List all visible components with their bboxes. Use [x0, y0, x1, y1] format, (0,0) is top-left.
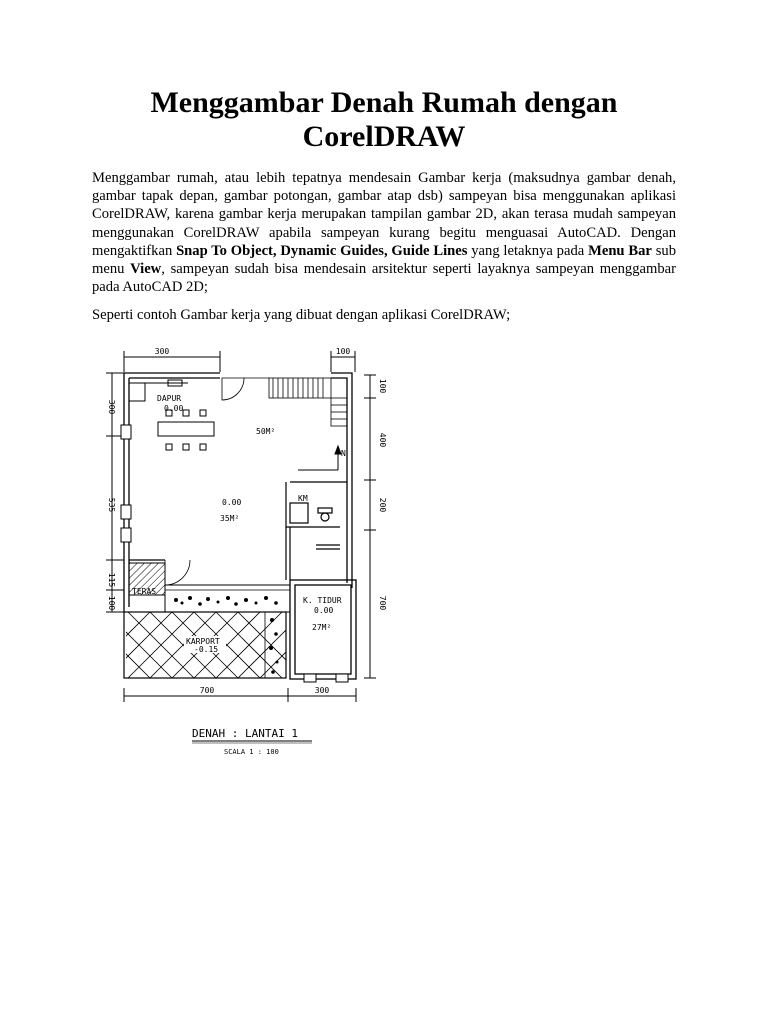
intro-text-3: sub menu: [92, 242, 676, 278]
intro-text-2: yang letaknya pada: [467, 242, 589, 259]
room-label-teras: TERAS: [132, 587, 157, 596]
intro-text-1: Menggambar rumah, atau lebih tepatnya mendesain Gambar kerja (maksudnya gambar denah, gambar tapak depan, gambar potongan, gambar atap dsb) sampeyan bisa menggunakan aplikasi CorelDRAW, karena gambar kerja merupakan tampilan gambar 2D, akan terasa mudah sampeyan menggunakan CorelDRAW apabila sampeyan kurang begitu menguasai AutoCAD. Dengan mengaktifkan: [92, 170, 676, 259]
main-level: 0.00: [222, 498, 242, 507]
plan-caption-scale: SCALA 1 : 100: [224, 748, 279, 756]
dim-top-right: 100: [335, 347, 351, 356]
dim-left-bottom: 100: [107, 595, 116, 611]
exterior-walls: [124, 373, 356, 679]
plan-caption-title: DENAH : LANTAI 1: [192, 727, 298, 740]
room-label-km: KM: [298, 494, 308, 503]
floor-plan-drawing: [92, 340, 402, 765]
example-paragraph: Seperti contoh Gambar kerja yang dibuat dengan aplikasi CorelDRAW;: [92, 307, 511, 323]
karport-level: -0.15: [194, 645, 219, 654]
main-area: 35M²: [220, 514, 240, 523]
stairs: [222, 378, 347, 426]
intro-paragraph: [92, 169, 676, 296]
room-label-tidur: K. TIDUR: [303, 596, 342, 605]
bathroom-walls: [286, 482, 347, 549]
dim-right-2: 400: [378, 432, 387, 448]
dim-left-lower: 115: [107, 572, 116, 588]
kitchen-furniture: [129, 380, 214, 450]
document-title: Menggambar Denah Rumah dengan CorelDRAW: [150, 86, 618, 153]
upper-area: 50M²: [256, 427, 276, 436]
room-label-dapur: DAPUR: [157, 394, 182, 403]
dim-left-top: 300: [107, 399, 116, 415]
tidur-area: 27M²: [312, 623, 332, 632]
garden-planter: [165, 585, 290, 678]
dim-right-3: 200: [378, 497, 387, 513]
dim-bottom-right: 300: [314, 686, 330, 695]
dapur-level: 0.00: [164, 404, 184, 413]
dim-right-4: 700: [378, 595, 387, 611]
intro-bold-snap-options: Snap To Object, Dynamic Guides, Guide Lines: [176, 242, 468, 259]
tidur-level: 0.00: [314, 606, 334, 615]
north-arrow-icon: [298, 446, 341, 470]
intro-bold-view: View: [130, 261, 162, 278]
dim-bottom-left: 700: [199, 686, 215, 695]
north-label: N: [341, 449, 346, 458]
intro-text-4: , sampeyan sudah bisa mendesain arsitektur seperti layaknya sampeyan menggambar pada AutoCAD 2D;: [92, 261, 676, 296]
dim-right-1: 100: [378, 378, 387, 394]
room-label-karport: KARPORT: [186, 637, 220, 646]
intro-bold-menu-bar: Menu Bar: [588, 242, 652, 259]
dim-top-left: 300: [154, 347, 170, 356]
dim-left-middle: 535: [107, 497, 116, 513]
